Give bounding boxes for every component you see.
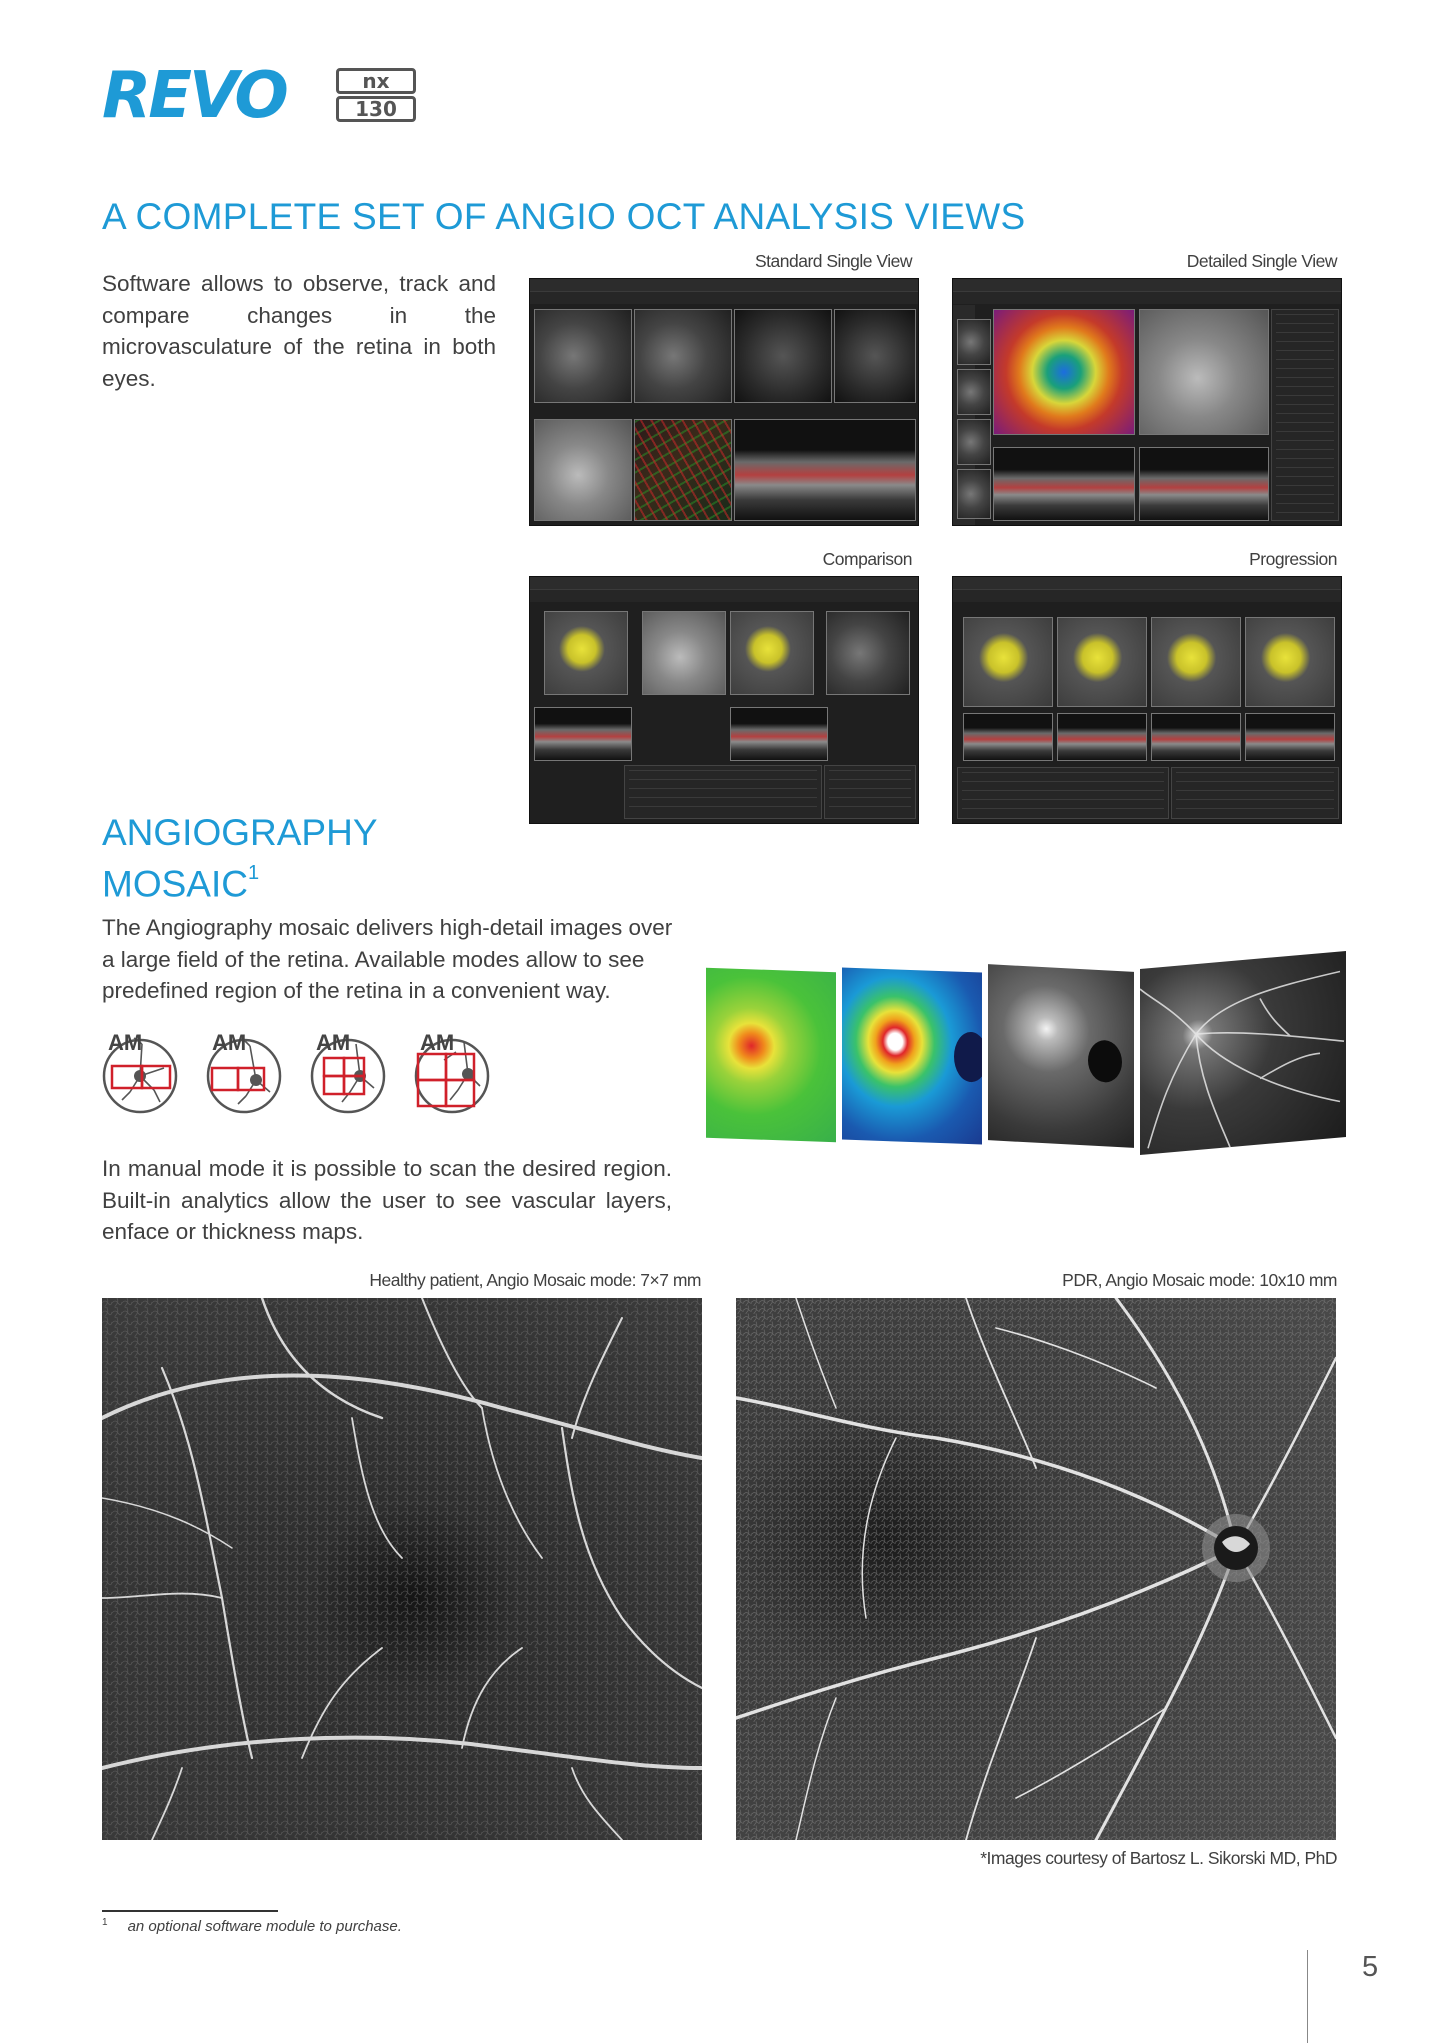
caption-detailed-single-view: Detailed Single View [1186, 251, 1337, 271]
standard-single-view-screenshot [529, 278, 919, 526]
caption-pdr: PDR, Angio Mosaic mode: 10x10 mm [1062, 1270, 1337, 1290]
section-title-analysis-views: A COMPLETE SET OF ANGIO OCT ANALYSIS VIEWS [102, 196, 1026, 237]
footnote [102, 1917, 402, 1935]
progression-screenshot [952, 576, 1342, 824]
manual-mode-description: In manual mode it is possible to scan the desired region. Built-in analytics allow the user to see vascular layers, enface or thickness maps. [102, 1156, 672, 1244]
caption-progression: Progression [1249, 549, 1337, 569]
analysis-views-description: Software allows to observe, track and compare changes in the microvasculature of the retina in both eyes. [102, 271, 496, 391]
footnote-text: an optional software module to purchase. [127, 1918, 402, 1935]
pdr-angio-image [736, 1298, 1336, 1840]
mosaic-mode-icons [102, 1030, 502, 1120]
section-title-angiography-mosaic [102, 810, 378, 906]
footnote-reference: 1 [247, 862, 260, 884]
caption-comparison: Comparison [822, 549, 912, 569]
comparison-screenshot [529, 576, 919, 824]
am-mode-label: AM [420, 1030, 455, 1055]
model-badge-bottom: 130 [336, 96, 416, 122]
section-title-line1: ANGIOGRAPHY [102, 812, 378, 853]
section-title-line2: MOSAIC [102, 863, 248, 905]
footnote-divider [102, 1910, 278, 1912]
footnote-mark: 1 [102, 1917, 108, 1928]
brand-logo: REVO [102, 59, 286, 133]
am-mode-label: AM [316, 1030, 351, 1055]
am-mode-label: AM [108, 1030, 143, 1055]
page-number: 5 [1362, 1951, 1379, 1983]
model-badge-top: nx [336, 68, 416, 94]
am-mode-label: AM [212, 1030, 247, 1055]
mosaic-description: The Angiography mosaic delivers high-detail images over a large field of the retina. Available modes allow to see predefined region of the retina in a convenient way. [102, 915, 673, 1003]
caption-standard-single-view: Standard Single View [754, 251, 912, 271]
image-credit: *Images courtesy of Bartosz L. Sikorski MD, PhD [980, 1848, 1337, 1868]
mosaic-stack-illustration [706, 960, 1346, 1160]
detailed-single-view-screenshot [952, 278, 1342, 526]
model-badge [336, 68, 416, 124]
healthy-patient-angio-image [102, 1298, 702, 1840]
page-number-divider [1307, 1950, 1308, 2043]
caption-healthy-patient: Healthy patient, Angio Mosaic mode: 7×7 mm [369, 1270, 701, 1290]
